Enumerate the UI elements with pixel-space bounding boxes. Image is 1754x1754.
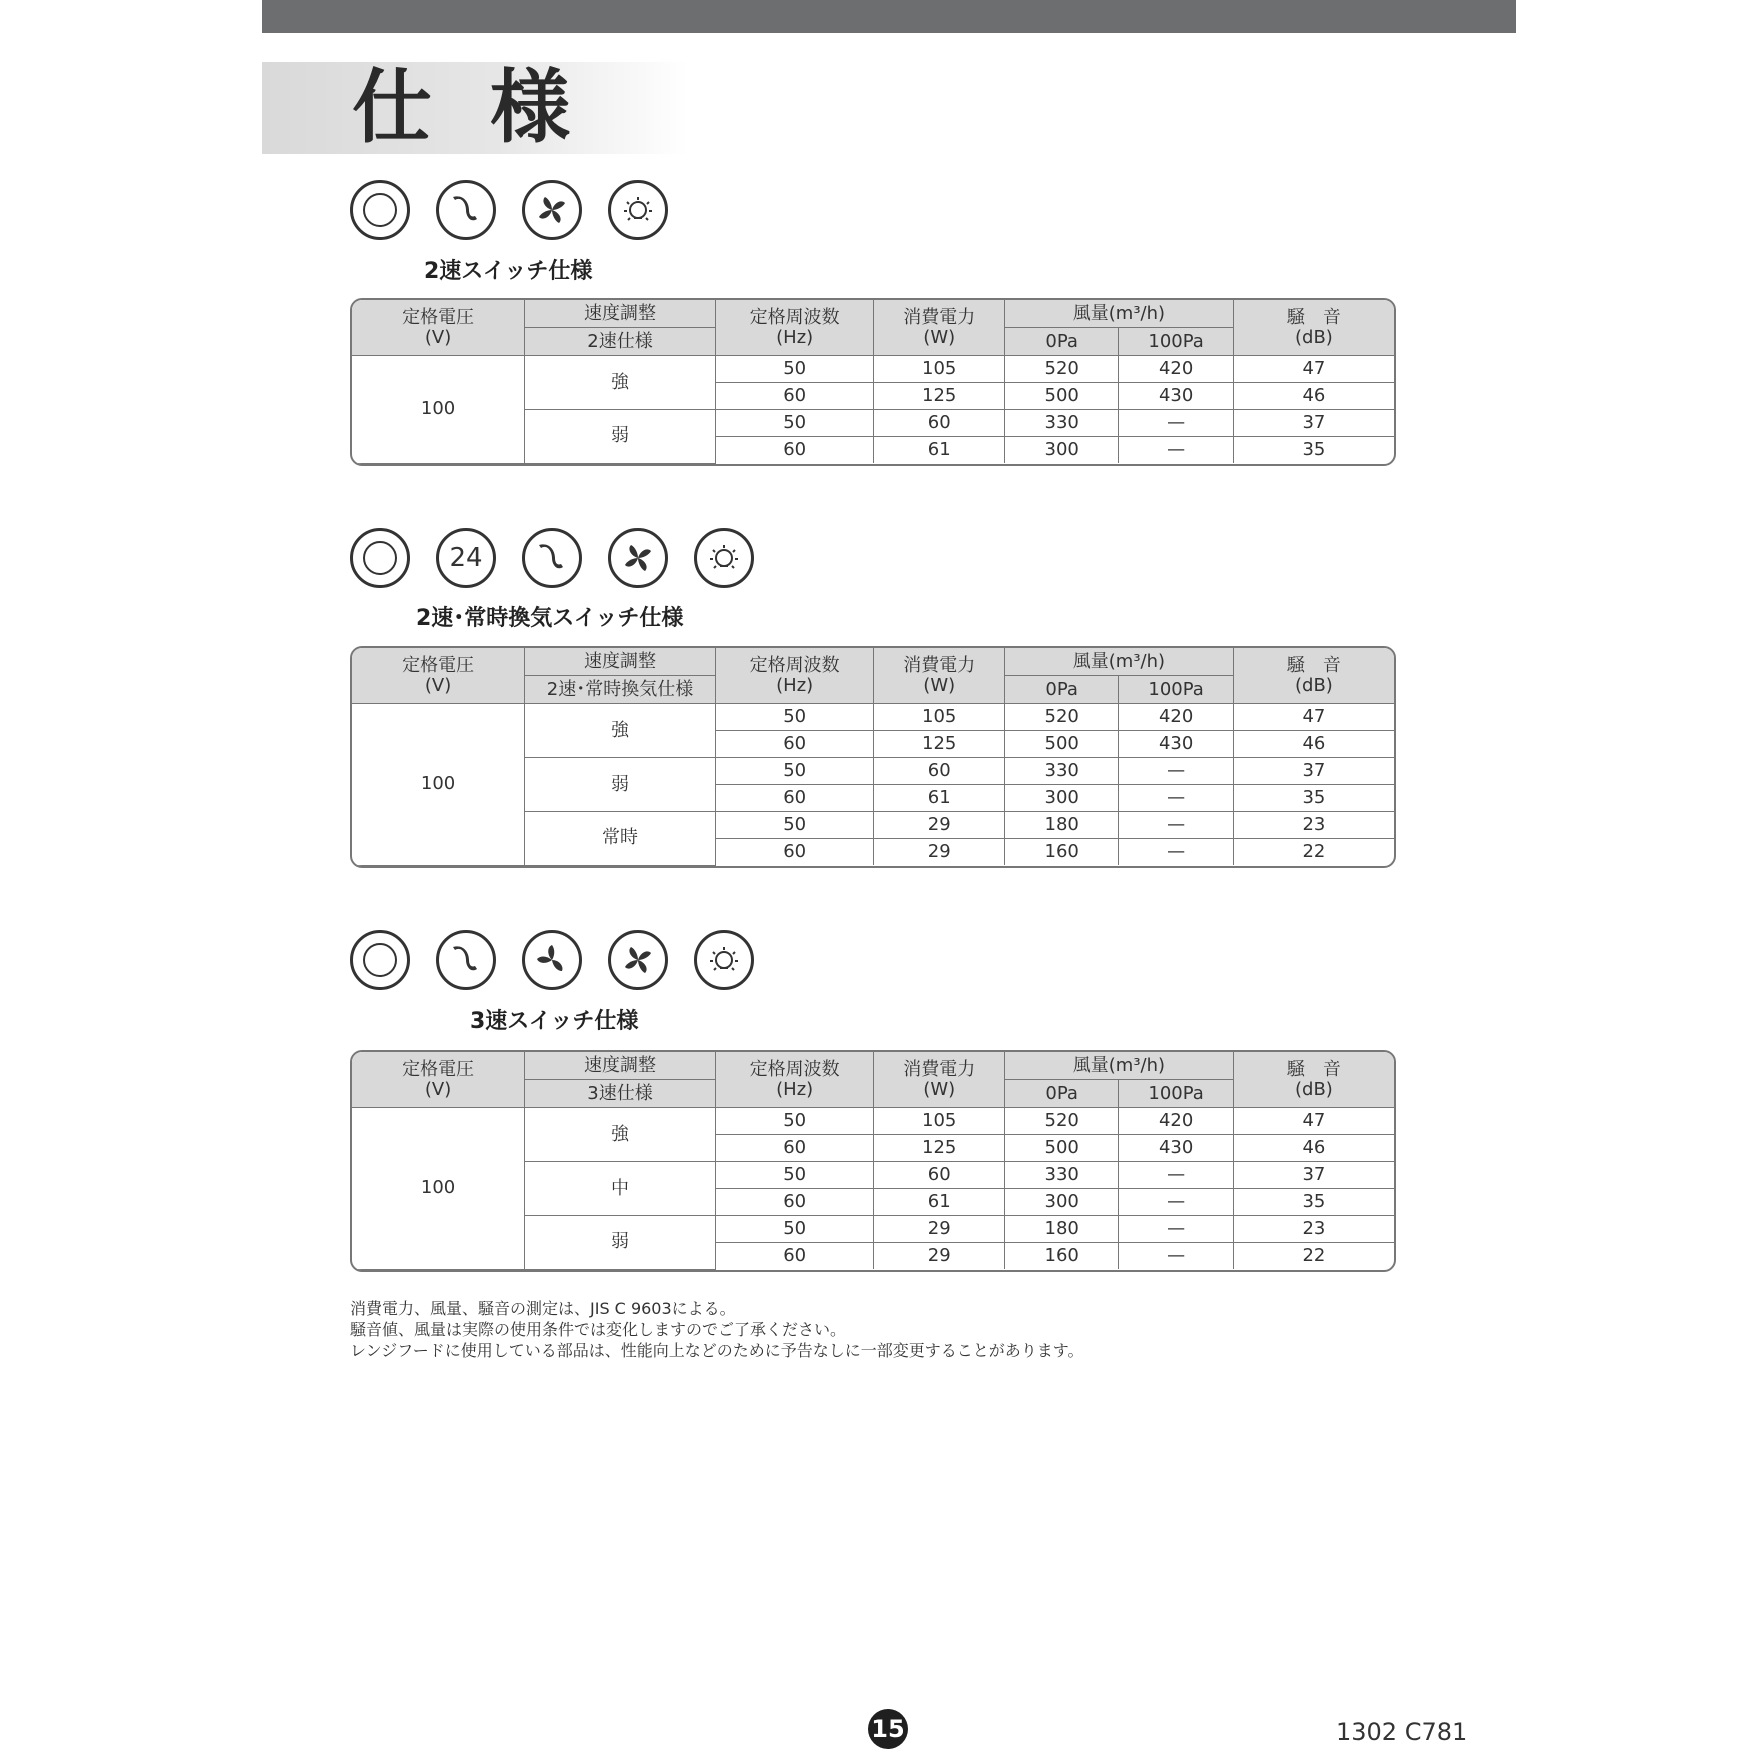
airflow-100pa-cell: — [1119, 839, 1233, 866]
noise-cell: 47 [1233, 356, 1394, 383]
airflow-0pa-cell: 160 [1004, 1243, 1118, 1270]
frequency-cell: 60 [715, 731, 874, 758]
header-speed-spec: 2速仕様 [525, 328, 716, 356]
spec-table-3speed [350, 1050, 1396, 1272]
section-title-3speed: 3速スイッチ仕様 [470, 1009, 639, 1034]
header-frequency: 定格周波数 (Hz) [715, 300, 874, 356]
header-frequency: 定格周波数 (Hz) [715, 1052, 874, 1108]
power-cell: 125 [874, 383, 1005, 410]
header-voltage: 定格電圧 (V) [352, 300, 525, 356]
header-speed-spec: 3速仕様 [525, 1080, 716, 1108]
frequency-cell: 60 [715, 1243, 874, 1270]
noise-cell: 22 [1233, 1243, 1394, 1270]
document-code: 1302 C781 [1336, 1718, 1468, 1746]
airflow-0pa-cell: 300 [1004, 1189, 1118, 1216]
24h-icon: 24 [436, 528, 496, 588]
airflow-0pa-cell: 500 [1004, 731, 1118, 758]
airflow-100pa-cell: — [1119, 1216, 1233, 1243]
header-frequency: 定格周波数 (Hz) [715, 648, 874, 704]
light-icon [694, 930, 754, 990]
airflow-0pa-cell: 160 [1004, 839, 1118, 866]
power-cell: 61 [874, 1189, 1005, 1216]
airflow-0pa-cell: 500 [1004, 1135, 1118, 1162]
airflow-100pa-cell: 430 [1119, 383, 1233, 410]
noise-cell: 47 [1233, 1108, 1394, 1135]
airflow-0pa-cell: 520 [1004, 356, 1118, 383]
frequency-cell: 60 [715, 1189, 874, 1216]
header-0pa: 0Pa [1004, 1080, 1118, 1108]
airflow-100pa-cell: — [1119, 437, 1233, 464]
frequency-cell: 50 [715, 704, 874, 731]
power-cell: 29 [874, 839, 1005, 866]
voltage-cell: 100 [352, 1108, 525, 1270]
frequency-cell: 50 [715, 410, 874, 437]
airflow-100pa-cell: 420 [1119, 704, 1233, 731]
light-icon [608, 180, 668, 240]
noise-cell: 23 [1233, 1216, 1394, 1243]
header-100pa: 100Pa [1119, 676, 1233, 704]
airflow-0pa-cell: 500 [1004, 383, 1118, 410]
section-title-2speed: 2速スイッチ仕様 [424, 259, 593, 284]
noise-cell: 46 [1233, 731, 1394, 758]
noise-cell: 35 [1233, 785, 1394, 812]
noise-cell: 35 [1233, 437, 1394, 464]
table-row [352, 1108, 1394, 1135]
power-icon [350, 528, 410, 588]
airflow-0pa-cell: 330 [1004, 758, 1118, 785]
header-power: 消費電力 (W) [874, 300, 1005, 356]
switch-icons-3speed [350, 930, 754, 990]
header-bar [262, 0, 1516, 33]
speed-cell: 強 [525, 356, 716, 410]
speed-cell: 中 [525, 1162, 716, 1216]
airflow-100pa-cell: 430 [1119, 731, 1233, 758]
page-title: 仕様 [352, 61, 628, 154]
power-cell: 29 [874, 1243, 1005, 1270]
frequency-cell: 60 [715, 437, 874, 464]
power-cell: 61 [874, 437, 1005, 464]
noise-cell: 37 [1233, 1162, 1394, 1189]
power-cell: 125 [874, 1135, 1005, 1162]
light-icon [694, 528, 754, 588]
frequency-cell: 60 [715, 839, 874, 866]
power-cell: 105 [874, 1108, 1005, 1135]
noise-cell: 46 [1233, 383, 1394, 410]
airflow-0pa-cell: 520 [1004, 704, 1118, 731]
frequency-cell: 60 [715, 1135, 874, 1162]
spec-table-2speed [350, 298, 1396, 466]
power-icon [350, 180, 410, 240]
airflow-100pa-cell: 430 [1119, 1135, 1233, 1162]
header-0pa: 0Pa [1004, 676, 1118, 704]
frequency-cell: 50 [715, 356, 874, 383]
noise-cell: 23 [1233, 812, 1394, 839]
switch-icons-2speed [350, 180, 668, 240]
frequency-cell: 50 [715, 758, 874, 785]
footnotes [350, 1298, 1083, 1361]
airflow-0pa-cell: 180 [1004, 1216, 1118, 1243]
noise-cell: 22 [1233, 839, 1394, 866]
airflow-100pa-cell: — [1119, 758, 1233, 785]
power-cell: 60 [874, 1162, 1005, 1189]
power-cell: 29 [874, 1216, 1005, 1243]
airflow-0pa-cell: 520 [1004, 1108, 1118, 1135]
header-airflow: 風量(m³/h) [1004, 300, 1233, 328]
power-cell: 105 [874, 356, 1005, 383]
header-noise: 騒 音 (dB) [1233, 1052, 1394, 1108]
header-noise: 騒 音 (dB) [1233, 648, 1394, 704]
header-speed: 速度調整 [525, 300, 716, 328]
airflow-100pa-cell: — [1119, 1243, 1233, 1270]
airflow-0pa-cell: 300 [1004, 437, 1118, 464]
header-100pa: 100Pa [1119, 1080, 1233, 1108]
power-icon [350, 930, 410, 990]
note-line: 騒音値、風量は実際の使用条件では変化しますのでご了承ください。 [350, 1320, 847, 1339]
note-line: 消費電力、風量、騒音の測定は、JIS C 9603による。 [350, 1299, 736, 1318]
speed-cell: 弱 [525, 758, 716, 812]
fan-mid-icon [522, 930, 582, 990]
table-row [352, 704, 1394, 731]
frequency-cell: 50 [715, 1216, 874, 1243]
noise-cell: 47 [1233, 704, 1394, 731]
header-airflow: 風量(m³/h) [1004, 1052, 1233, 1080]
fan-high-icon [608, 528, 668, 588]
frequency-cell: 60 [715, 383, 874, 410]
header-100pa: 100Pa [1119, 328, 1233, 356]
noise-cell: 35 [1233, 1189, 1394, 1216]
airflow-0pa-cell: 330 [1004, 1162, 1118, 1189]
speed-cell: 弱 [525, 1216, 716, 1270]
header-speed: 速度調整 [525, 648, 716, 676]
spec-table-2speed-24h [350, 646, 1396, 868]
airflow-100pa-cell: 420 [1119, 356, 1233, 383]
power-cell: 60 [874, 410, 1005, 437]
header-voltage: 定格電圧 (V) [352, 648, 525, 704]
power-cell: 61 [874, 785, 1005, 812]
airflow-100pa-cell: — [1119, 785, 1233, 812]
fan-high-icon [608, 930, 668, 990]
speed-cell: 強 [525, 704, 716, 758]
header-power: 消費電力 (W) [874, 1052, 1005, 1108]
header-speed: 速度調整 [525, 1052, 716, 1080]
header-0pa: 0Pa [1004, 328, 1118, 356]
frequency-cell: 50 [715, 812, 874, 839]
voltage-cell: 100 [352, 704, 525, 866]
noise-cell: 37 [1233, 410, 1394, 437]
header-power: 消費電力 (W) [874, 648, 1005, 704]
airflow-100pa-cell: — [1119, 1189, 1233, 1216]
airflow-100pa-cell: 420 [1119, 1108, 1233, 1135]
frequency-cell: 50 [715, 1108, 874, 1135]
fan-low-icon [436, 930, 496, 990]
note-line: レンジフードに使用している部品は、性能向上などのために予告なしに一部変更することがあります。 [350, 1341, 1084, 1360]
airflow-100pa-cell: — [1119, 410, 1233, 437]
airflow-0pa-cell: 180 [1004, 812, 1118, 839]
airflow-100pa-cell: — [1119, 1162, 1233, 1189]
noise-cell: 37 [1233, 758, 1394, 785]
page-number: 15 [868, 1709, 908, 1749]
airflow-0pa-cell: 330 [1004, 410, 1118, 437]
power-cell: 125 [874, 731, 1005, 758]
speed-cell: 弱 [525, 410, 716, 464]
table-row [352, 356, 1394, 383]
fan-low-icon [522, 528, 582, 588]
airflow-0pa-cell: 300 [1004, 785, 1118, 812]
power-cell: 60 [874, 758, 1005, 785]
frequency-cell: 60 [715, 785, 874, 812]
header-noise: 騒 音 (dB) [1233, 300, 1394, 356]
power-cell: 105 [874, 704, 1005, 731]
fan-high-icon [522, 180, 582, 240]
section-title-2speed-24h: 2速･常時換気スイッチ仕様 [416, 606, 684, 631]
header-airflow: 風量(m³/h) [1004, 648, 1233, 676]
airflow-100pa-cell: — [1119, 812, 1233, 839]
fan-low-icon [436, 180, 496, 240]
voltage-cell: 100 [352, 356, 525, 464]
header-voltage: 定格電圧 (V) [352, 1052, 525, 1108]
noise-cell: 46 [1233, 1135, 1394, 1162]
power-cell: 29 [874, 812, 1005, 839]
speed-cell: 強 [525, 1108, 716, 1162]
switch-icons-2speed-24h [350, 528, 754, 588]
frequency-cell: 50 [715, 1162, 874, 1189]
header-speed-spec: 2速･常時換気仕様 [525, 676, 716, 704]
speed-cell: 常時 [525, 812, 716, 866]
